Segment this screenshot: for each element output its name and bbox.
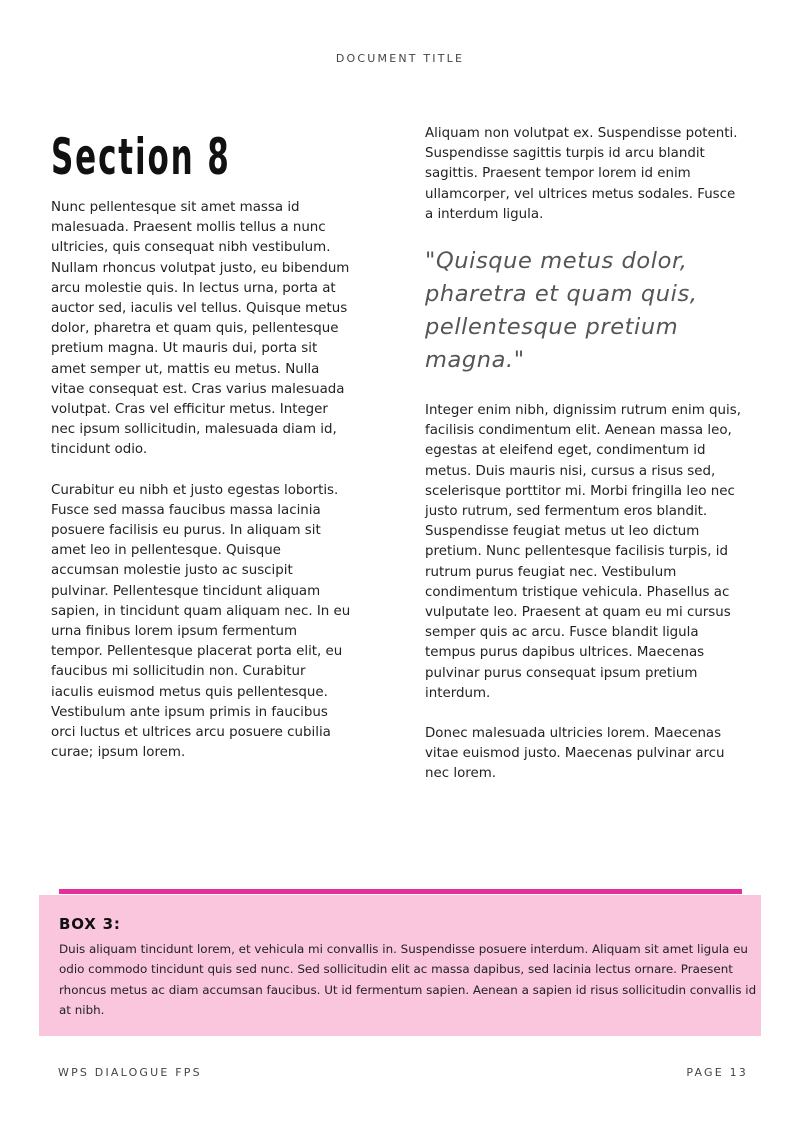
section-heading: Section 8 (51, 128, 231, 186)
box-accent-bar (59, 889, 742, 894)
box-text: Duis aliquam tincidunt lorem, et vehicula mi convallis in. Suspendisse posuere interdum. Aliquam sit amet ligula eu odio commodo tincidunt quis sed nunc. Sed sollicitudin elit ac massa dapibus, sed lacinia lectus ornare. Praesent rhoncus metus ac diam accumsan faucibus. Ut id fermentum sapien. Aenean a sapien id risus sollicitudin convallis id at nibh. (59, 942, 757, 1018)
right-column (425, 124, 745, 805)
right-paragraph-2: Donec malesuada ultricies lorem. Maecenas vitae euismod justo. Maecenas pulvinar arcu nec lorem. (425, 726, 725, 782)
pull-quote: "Quisque metus dolor, pharetra et quam quis, pellentesque pretium magna." (425, 248, 698, 374)
box-title: BOX 3: (59, 915, 121, 933)
left-paragraph-2: Curabitur eu nibh et justo egestas lobortis. Fusce sed massa faucibus massa lacinia posuere facilisis eu purus. In aliquam sit amet leo in pellentesque. Quisque accumsan molestie justo ac suscipit pulvinar. Pellentesque tincidunt aliquam sapien, in tincidunt quam aliquam nec. In eu urna finibus lorem ipsum fermentum tempor. Pellentesque placerat porta elit, eu faucibus mi sollicitudin non. Curabitur iaculis euismod metus quis pellentesque. Vestibulum ante ipsum primis in faucibus orci luctus et ultrices arcu posuere cubilia curae; ipsum lorem. (51, 482, 351, 761)
left-column (51, 128, 351, 783)
document-title: DOCUMENT TITLE (335, 52, 465, 65)
left-paragraph-1: Nunc pellentesque sit amet massa id malesuada. Praesent mollis tellus a nunc ultricies, quis consequat nibh vestibulum. Nullam rhoncus volutpat justo, eu bibendum arcu molestie quis. In lectus urna, porta at auctor sed, iaculis vel tellus. Quisque metus dolor, pharetra et quam quis, pellentesque pretium magna. Ut mauris dui, porta sit amet semper ut, mattis eu metus. Nulla vitae consequat est. Cras varius malesuada volutpat. Cras vel efficitur metus. Integer nec ipsum sollicitudin, malesuada diam id, tincidunt odio. (51, 200, 350, 458)
page-number: PAGE 13 (686, 1066, 748, 1079)
right-intro-paragraph: Aliquam non volutpat ex. Suspendisse potenti. Suspendisse sagittis turpis id arcu blandit sagittis. Praesent tempor lorem id enim ullamcorper, vel ultrices metus sodales. Fusce a interdum ligula. (425, 126, 738, 222)
callout-box (39, 895, 761, 1036)
footer-publication: WPS DIALOGUE FPS (58, 1066, 202, 1079)
right-paragraph-1: Integer enim nibh, dignissim rutrum enim quis, facilisis condimentum elit. Aenean massa leo, egestas at eleifend eget, condimentum id metus. Duis mauris nisi, cursus a risus sed, scelerisque porttitor mi. Morbi fringilla leo nec justo rutrum, sed fermentum eros blandit. Suspendisse feugiat metus ut leo dictum pretium. Nunc pellentesque facilisis turpis, id rutrum purus feugiat nec. Vestibulum condimentum tristique vehicula. Phasellus ac vulputate leo. Praesent at quam eu mi cursus semper quis ac arcu. Fusce blandit ligula tempus purus dapibus ultrices. Maecenas pulvinar purus consequat ipsum pretium interdum. (425, 403, 742, 701)
